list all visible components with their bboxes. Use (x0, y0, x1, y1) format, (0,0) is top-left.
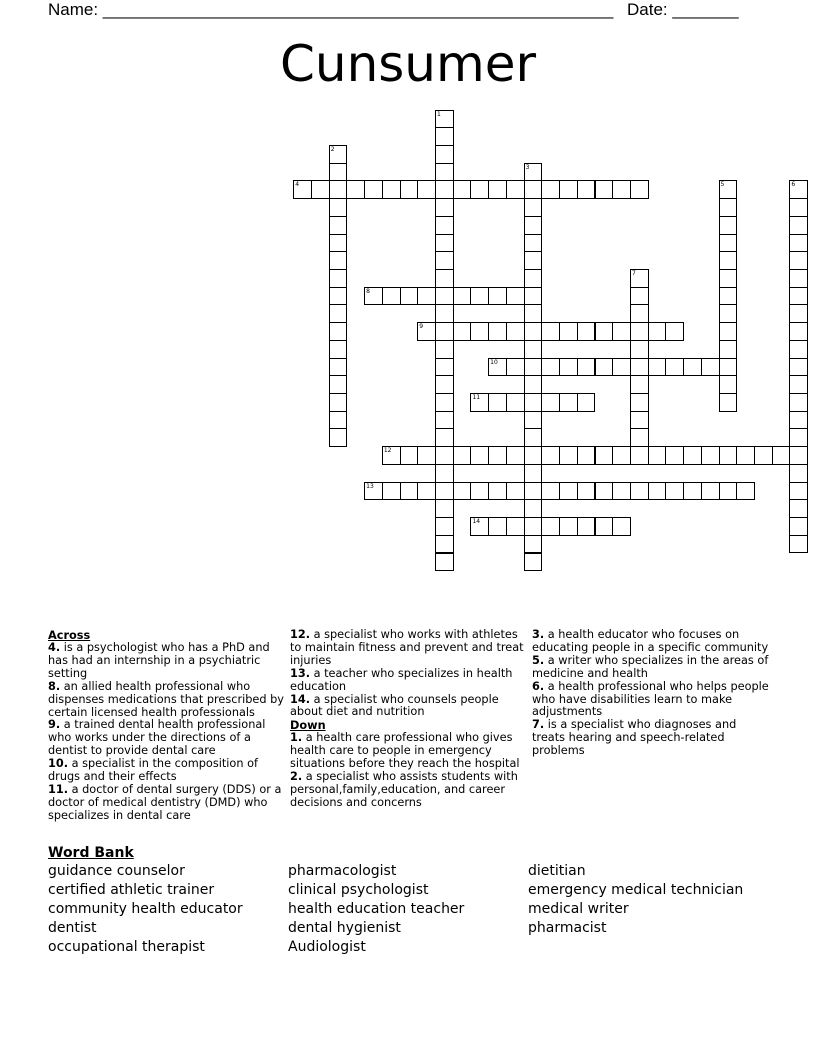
crossword-cell[interactable] (789, 269, 808, 288)
clue-down-5: 5. a writer who specializes in the areas of medicine and health (532, 653, 769, 680)
crossword-cell[interactable] (648, 322, 667, 341)
crossword-cell[interactable] (648, 446, 667, 465)
clue-across-11: 11. a doctor of dental surgery (DDS) or a doctor of medical dentistry (DMD) who specializes in dental care (48, 782, 282, 822)
crossword-cell[interactable] (488, 393, 507, 412)
crossword-cell[interactable] (435, 517, 454, 536)
crossword-cell[interactable] (630, 411, 649, 430)
clue-across-8: 8. an allied health professional who dispenses medications that prescribed by certain licensed health professionals (48, 679, 284, 719)
crossword-cell[interactable] (577, 358, 596, 377)
crossword-cell[interactable] (470, 482, 489, 501)
crossword-cell[interactable] (400, 482, 419, 501)
crossword-cell[interactable] (453, 287, 472, 306)
crossword-cell[interactable] (665, 322, 684, 341)
clue-across-4: 4. is a psychologist who has a PhD and has had an internship in a psychiatric setting (48, 641, 270, 680)
crossword-cell[interactable] (541, 358, 560, 377)
crossword-cell[interactable] (719, 393, 738, 412)
crossword-cell[interactable] (506, 287, 525, 306)
crossword-cell[interactable] (524, 251, 543, 270)
crossword-cell[interactable] (577, 446, 596, 465)
word-bank-item: dental hygienist (288, 920, 401, 936)
crossword-cell[interactable] (630, 482, 649, 501)
crossword-cell[interactable] (524, 375, 543, 394)
crossword-cell[interactable] (329, 393, 348, 412)
clue-number: 14 (472, 518, 481, 526)
crossword-cell[interactable] (789, 198, 808, 217)
crossword-cell[interactable] (435, 145, 454, 164)
crossword-cell[interactable] (506, 482, 525, 501)
crossword-cell[interactable] (559, 482, 578, 501)
crossword-cell[interactable] (453, 482, 472, 501)
word-bank-item: Audiologist (288, 939, 366, 955)
crossword-cell[interactable] (541, 322, 560, 341)
crossword-cell[interactable] (789, 234, 808, 253)
crossword-cell[interactable] (595, 517, 614, 536)
crossword-cell[interactable] (789, 375, 808, 394)
crossword-cell[interactable] (630, 180, 649, 199)
crossword-cell[interactable] (754, 446, 773, 465)
crossword-cell[interactable] (435, 198, 454, 217)
across-heading: Across (48, 629, 91, 642)
crossword-cell[interactable] (470, 517, 489, 536)
crossword-cell[interactable] (665, 482, 684, 501)
crossword-cell[interactable] (524, 304, 543, 323)
crossword-cell[interactable] (719, 269, 738, 288)
crossword-cell[interactable] (683, 358, 702, 377)
crossword-cell[interactable] (470, 322, 489, 341)
crossword-cell[interactable] (524, 464, 543, 483)
crossword-cell[interactable] (541, 393, 560, 412)
crossword-cell[interactable] (577, 322, 596, 341)
crossword-cell[interactable] (789, 411, 808, 430)
clue-number: 6 (791, 181, 796, 189)
crossword-cell[interactable] (524, 482, 543, 501)
crossword-cell[interactable] (524, 535, 543, 554)
crossword-cell[interactable] (400, 446, 419, 465)
crossword-cell[interactable] (400, 180, 419, 199)
clues-column-2 (290, 629, 526, 810)
clue-across-10: 10. a specialist in the composition of drugs and their effects (48, 757, 258, 784)
crossword-cell[interactable] (683, 446, 702, 465)
crossword-cell[interactable] (559, 393, 578, 412)
word-bank-item: dietitian (528, 863, 586, 879)
crossword-cell[interactable] (577, 393, 596, 412)
crossword-cell[interactable] (524, 216, 543, 235)
crossword-cell[interactable] (612, 482, 631, 501)
clue-across-9: 9. a trained dental health professional who works under the directions of a dentist to provide dental care (48, 718, 266, 758)
word-bank-column-1 (48, 862, 243, 957)
clue-number: 10 (490, 358, 498, 366)
crossword-cell[interactable] (329, 251, 348, 270)
crossword-cell[interactable] (648, 482, 667, 501)
crossword-cell[interactable] (789, 180, 808, 199)
crossword-cell[interactable] (559, 517, 578, 536)
crossword-cell[interactable] (524, 180, 543, 199)
word-bank-item: occupational therapist (48, 939, 205, 955)
crossword-cell[interactable] (488, 358, 507, 377)
crossword-cell[interactable] (329, 340, 348, 359)
crossword-cell[interactable] (612, 446, 631, 465)
word-bank-item: guidance counselor (48, 863, 185, 879)
crossword-cell[interactable] (719, 287, 738, 306)
clue-across-12: 12. a specialist who works with athletes to maintain fitness and prevent and treat injuries (290, 628, 524, 667)
crossword-cell[interactable] (524, 163, 543, 182)
crossword-cell[interactable] (435, 180, 454, 199)
word-bank-item: medical writer (528, 901, 629, 917)
clue-across-14: 14. a specialist who counsels people about diet and nutrition (290, 692, 499, 719)
crossword-cell[interactable] (400, 287, 419, 306)
crossword-cell[interactable] (630, 340, 649, 359)
crossword-cell[interactable] (559, 358, 578, 377)
crossword-cell[interactable] (311, 180, 330, 199)
crossword-cell[interactable] (719, 358, 738, 377)
crossword-cell[interactable] (630, 304, 649, 323)
crossword-cell[interactable] (435, 375, 454, 394)
crossword-cell[interactable] (329, 269, 348, 288)
word-bank-item: pharmacist (528, 920, 607, 936)
crossword-cell[interactable] (683, 482, 702, 501)
crossword-cell[interactable] (524, 358, 543, 377)
word-bank-item: health education teacher (288, 901, 465, 917)
crossword-cell[interactable] (488, 180, 507, 199)
crossword-cell[interactable] (577, 517, 596, 536)
crossword-cell[interactable] (665, 358, 684, 377)
crossword-cell[interactable] (559, 322, 578, 341)
crossword-cell[interactable] (789, 340, 808, 359)
crossword-cell[interactable] (789, 216, 808, 235)
crossword-cell[interactable] (524, 393, 543, 412)
crossword-cell[interactable] (329, 428, 348, 447)
crossword-cell[interactable] (630, 428, 649, 447)
crossword-cell[interactable] (435, 251, 454, 270)
crossword-cell[interactable] (453, 322, 472, 341)
crossword-cell[interactable] (329, 198, 348, 217)
crossword-cell[interactable] (329, 234, 348, 253)
crossword-cell[interactable] (329, 375, 348, 394)
crossword-cell[interactable] (470, 180, 489, 199)
crossword-cell[interactable] (630, 269, 649, 288)
crossword-cell[interactable] (719, 251, 738, 270)
crossword-cell[interactable] (789, 517, 808, 536)
crossword-cell[interactable] (435, 234, 454, 253)
crossword-cell[interactable] (736, 446, 755, 465)
word-bank-item: community health educator (48, 901, 243, 917)
crossword-cell[interactable] (435, 163, 454, 182)
crossword-cell[interactable] (719, 304, 738, 323)
clue-down-6: 6. a health professional who helps people who have disabilities learn to make adjustments (532, 679, 769, 719)
clue-number: 3 (525, 163, 530, 171)
crossword-cell[interactable] (364, 287, 383, 306)
crossword-cell[interactable] (435, 287, 454, 306)
crossword-cell[interactable] (435, 304, 454, 323)
crossword-cell[interactable] (789, 358, 808, 377)
crossword-cell[interactable] (382, 482, 401, 501)
crossword-cell[interactable] (524, 517, 543, 536)
crossword-cell[interactable] (435, 553, 454, 572)
crossword-cell[interactable] (435, 446, 454, 465)
clue-number: 13 (366, 482, 374, 490)
crossword-cell[interactable] (293, 180, 312, 199)
crossword-cell[interactable] (595, 180, 614, 199)
crossword-cell[interactable] (789, 304, 808, 323)
word-bank-item: dentist (48, 920, 97, 936)
clue-down-1: 1. a health care professional who gives health care to people in emergency situations before they reach the hospital (290, 731, 520, 771)
clue-down-2: 2. a specialist who assists students with personal,family,education, and career decisions and concerns (290, 770, 518, 809)
crossword-cell[interactable] (789, 464, 808, 483)
crossword-cell[interactable] (648, 358, 667, 377)
clues-column-1 (48, 629, 286, 823)
crossword-cell[interactable] (435, 340, 454, 359)
crossword-cell[interactable] (772, 446, 791, 465)
crossword-cell[interactable] (595, 482, 614, 501)
crossword-cell[interactable] (435, 535, 454, 554)
word-bank-item: emergency medical technician (528, 882, 744, 898)
crossword-cell[interactable] (329, 304, 348, 323)
clue-number: 12 (383, 447, 392, 455)
crossword-cell[interactable] (417, 322, 436, 341)
crossword-cell[interactable] (595, 322, 614, 341)
crossword-cell[interactable] (789, 535, 808, 554)
crossword-cell[interactable] (789, 287, 808, 306)
page-title: Cunsumer (279, 35, 537, 93)
crossword-cell[interactable] (435, 393, 454, 412)
crossword-cell[interactable] (506, 446, 525, 465)
clue-number: 5 (720, 181, 725, 189)
crossword-cell[interactable] (524, 446, 543, 465)
crossword-cell[interactable] (470, 393, 489, 412)
crossword-cell[interactable] (382, 287, 401, 306)
crossword-cell[interactable] (719, 180, 738, 199)
crossword-cell[interactable] (506, 180, 525, 199)
crossword-cell[interactable] (524, 269, 543, 288)
clue-number: 9 (419, 323, 424, 331)
crossword-cell[interactable] (789, 428, 808, 447)
crossword-cell[interactable] (789, 393, 808, 412)
crossword-cell[interactable] (719, 446, 738, 465)
clues-column-3 (532, 629, 772, 758)
clue-number: 4 (295, 181, 300, 189)
word-bank-item: clinical psychologist (288, 882, 429, 898)
crossword-cell[interactable] (329, 287, 348, 306)
crossword-cell[interactable] (524, 553, 543, 572)
crossword-cell[interactable] (559, 180, 578, 199)
crossword-cell[interactable] (719, 216, 738, 235)
clue-number: 8 (366, 287, 370, 295)
crossword-cell[interactable] (541, 446, 560, 465)
clue-number: 1 (437, 110, 441, 118)
crossword-cell[interactable] (719, 375, 738, 394)
crossword-cell[interactable] (488, 446, 507, 465)
word-bank-heading: Word Bank (48, 845, 134, 861)
crossword-cell[interactable] (630, 358, 649, 377)
crossword-cell[interactable] (719, 234, 738, 253)
crossword-cell[interactable] (612, 517, 631, 536)
crossword-cell[interactable] (435, 269, 454, 288)
crossword-cell[interactable] (453, 446, 472, 465)
crossword-cell[interactable] (470, 287, 489, 306)
crossword-cell[interactable] (789, 446, 808, 465)
crossword-cell[interactable] (524, 428, 543, 447)
crossword-cell[interactable] (435, 411, 454, 430)
crossword-cell[interactable] (630, 322, 649, 341)
crossword-cell[interactable] (329, 145, 348, 164)
crossword-cell[interactable] (506, 517, 525, 536)
crossword-cell[interactable] (364, 180, 383, 199)
crossword-cell[interactable] (435, 322, 454, 341)
crossword-cell[interactable] (329, 322, 348, 341)
crossword-cell[interactable] (719, 482, 738, 501)
crossword-cell[interactable] (524, 234, 543, 253)
crossword-cell[interactable] (612, 322, 631, 341)
crossword-cell[interactable] (417, 446, 436, 465)
crossword-cell[interactable] (665, 446, 684, 465)
crossword-cell[interactable] (435, 428, 454, 447)
crossword-cell[interactable] (577, 482, 596, 501)
crossword-cell[interactable] (736, 482, 755, 501)
crossword-cell[interactable] (701, 446, 720, 465)
clue-number: 2 (330, 145, 335, 153)
word-bank-item: pharmacologist (288, 863, 397, 879)
crossword-cell[interactable] (488, 482, 507, 501)
clue-down-7: 7. is a specialist who diagnoses and treats hearing and speech-related problems (532, 718, 737, 758)
crossword-cell[interactable] (524, 340, 543, 359)
crossword-cell[interactable] (701, 482, 720, 501)
crossword-cell[interactable] (488, 322, 507, 341)
date-field: Date: _______ (627, 0, 739, 19)
crossword-cell[interactable] (453, 180, 472, 199)
crossword-cell[interactable] (612, 358, 631, 377)
crossword-cell[interactable] (630, 393, 649, 412)
crossword-cell[interactable] (630, 287, 649, 306)
crossword-cell[interactable] (559, 446, 578, 465)
crossword-cell[interactable] (577, 180, 596, 199)
crossword-cell[interactable] (524, 411, 543, 430)
word-bank-item: certified athletic trainer (48, 882, 215, 898)
crossword-cell[interactable] (329, 180, 348, 199)
crossword-cell[interactable] (435, 216, 454, 235)
crossword-cell[interactable] (329, 216, 348, 235)
word-bank-column-3 (528, 862, 743, 938)
crossword-cell[interactable] (719, 322, 738, 341)
crossword-cell[interactable] (435, 110, 454, 129)
name-field: Name: ______________________________________________________ (48, 0, 614, 19)
crossword-cell[interactable] (524, 287, 543, 306)
crossword-cell[interactable] (541, 482, 560, 501)
crossword-cell[interactable] (364, 482, 383, 501)
crossword-cell[interactable] (506, 393, 525, 412)
crossword-cell[interactable] (346, 180, 365, 199)
crossword-cell[interactable] (417, 482, 436, 501)
down-heading: Down (290, 719, 326, 733)
clue-number: 11 (472, 394, 481, 402)
clue-across-13: 13. a teacher who specializes in health education (290, 666, 513, 693)
crossword-cell[interactable] (329, 163, 348, 182)
crossword-cell[interactable] (524, 499, 543, 518)
crossword-cell[interactable] (470, 446, 489, 465)
crossword-cell[interactable] (435, 482, 454, 501)
crossword-cell[interactable] (488, 517, 507, 536)
crossword-cell[interactable] (701, 358, 720, 377)
crossword-cell[interactable] (329, 411, 348, 430)
crossword-cell[interactable] (382, 180, 401, 199)
crossword-cell[interactable] (524, 198, 543, 217)
crossword-cell[interactable] (719, 198, 738, 217)
crossword-cell[interactable] (506, 358, 525, 377)
crossword-cell[interactable] (719, 340, 738, 359)
crossword-cell[interactable] (417, 180, 436, 199)
crossword-cell[interactable] (595, 358, 614, 377)
crossword-cell[interactable] (789, 322, 808, 341)
clue-number: 7 (631, 269, 636, 277)
crossword-cell[interactable] (541, 517, 560, 536)
crossword-cell[interactable] (435, 464, 454, 483)
crossword-cell[interactable] (595, 446, 614, 465)
crossword-cell[interactable] (329, 358, 348, 377)
crossword-cell[interactable] (630, 375, 649, 394)
crossword-cell[interactable] (435, 499, 454, 518)
crossword-cell[interactable] (506, 322, 525, 341)
crossword-cell[interactable] (524, 322, 543, 341)
crossword-cell[interactable] (435, 127, 454, 146)
crossword-cell[interactable] (789, 251, 808, 270)
crossword-cell[interactable] (382, 446, 401, 465)
crossword-cell[interactable] (789, 482, 808, 501)
crossword-cell[interactable] (612, 180, 631, 199)
crossword-cell[interactable] (789, 499, 808, 518)
crossword-cell[interactable] (630, 446, 649, 465)
crossword-cell[interactable] (435, 358, 454, 377)
clue-down-3: 3. a health educator who focuses on educating people in a specific community (532, 628, 769, 654)
crossword-cell[interactable] (488, 287, 507, 306)
word-bank-column-2 (288, 862, 464, 957)
crossword-cell[interactable] (417, 287, 436, 306)
crossword-cell[interactable] (541, 180, 560, 199)
